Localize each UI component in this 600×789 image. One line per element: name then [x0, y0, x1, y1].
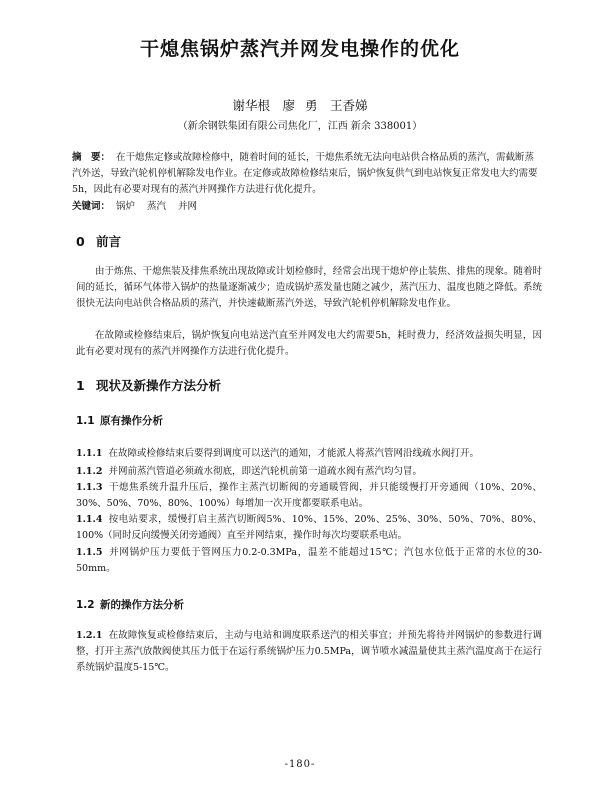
list-item	[76, 628, 542, 676]
subsection-number: 1.1	[76, 415, 95, 427]
item-number: 1.1.2	[76, 466, 103, 477]
item-text: 按电站要求，缓慢打启主蒸汽切断阀5%、10%、15%、20%、25%、30%、50%、70%、80%、100%（同时反向缓慢关闭旁通阀）直至并网结束，操作时每次均要联系电站。	[76, 514, 542, 541]
list-item	[76, 545, 542, 577]
item-text: 干熄焦系统升温升压后，操作主蒸汽切断阀的旁通暖管阀，并只能缓慢打开旁通阀（10%、20%、30%、50%、70%、80%、100%）每增加一次开度都要联系电站。	[76, 482, 542, 509]
paper-title: 干熄焦锅炉蒸汽并网发电操作的优化	[139, 38, 460, 60]
affiliation: （新余钢铁集团有限公司焦化厂，江西 新余 338001）	[177, 121, 423, 132]
paragraph: 由于炼焦、干熄焦装及排焦系统出现故障或计划检修时，经常会出现干熄炉停止装焦、排焦的现象。随着时间的延长，循环气体带入锅炉的热量逐渐减少；造成锅炉蒸发量也随之减少，蒸汽压力、温度也随之降低。系统很快无法向电站供合格品质的蒸汽，并快速截断蒸汽外送，导致汽轮机停机解除发电作业。	[76, 266, 542, 309]
item-text: 并网前蒸汽管道必须疏水彻底，即送汽轮机前第一道疏水阀有蒸汽均匀冒。	[108, 466, 422, 477]
list-item	[76, 464, 542, 480]
item-number: 1.1.1	[76, 448, 103, 459]
subsection-heading-1-1	[76, 413, 163, 428]
item-text: 在故障或检修结束后要得到调度可以送汽的通知，才能派人将蒸汽管网沿线疏水阀打开。	[108, 448, 479, 459]
keywords	[72, 198, 542, 212]
subsection-number: 1.2	[76, 599, 95, 611]
subsection-title: 新的操作方法分析	[100, 599, 184, 611]
keyword: 锅炉	[116, 201, 136, 212]
item-number: 1.2.1	[76, 630, 103, 641]
item-number: 1.1.4	[76, 514, 103, 525]
abstract-text: 在干熄焦定修或故障检修中，随着时间的延长，干熄焦系统无法向电站供合格品质的蒸汽，需截断蒸汽外送，导致汽轮机停机解除发电作业。在定修或故障检修结束后，锅炉恢复供气到电站恢复正常发电大约需要5h，因此有必要对现有的蒸汽并网操作方法进行优化提升。	[72, 152, 538, 195]
keyword: 蒸汽	[147, 201, 167, 212]
abstract	[72, 150, 542, 198]
abstract-label: 摘 要：	[72, 152, 111, 163]
subsection-title: 原有操作分析	[100, 415, 163, 427]
keyword: 并网	[178, 201, 198, 212]
section-number: 0	[76, 234, 85, 249]
item-text: 在故障恢复或检修结束后，主动与电站和调度联系送汽的相关事宜；并预先将待并网锅炉的参数进行调整，打开主蒸汽放散阀使其压力低于在运行系统锅炉压力0.5MPa，调节喷水减温量使其主蒸汽温度高于在运行系统锅炉温度5-15℃。	[76, 630, 542, 673]
section-number: 1	[76, 378, 85, 393]
page-number: -180-	[284, 759, 316, 770]
section-heading-0	[76, 232, 121, 250]
author-list: 谢华根 廖 勇 王香娣	[232, 98, 368, 113]
subsection-heading-1-2	[76, 597, 184, 612]
item-number: 1.1.3	[76, 482, 103, 493]
section-heading-1	[76, 376, 221, 394]
list-item	[76, 446, 542, 462]
item-number: 1.1.5	[76, 547, 103, 558]
list-item	[76, 480, 542, 512]
section-title: 前言	[96, 234, 122, 249]
section-title: 现状及新操作方法分析	[96, 378, 222, 393]
keywords-label: 关键词：	[72, 201, 111, 212]
item-text: 并网锅炉压力要低于管网压力0.2-0.3MPa，温差不能超过15℃；汽包水位低于正常的水位的30-50mm。	[76, 547, 542, 574]
paragraph: 在故障或检修结束后，锅炉恢复向电站送汽直至并网发电大约需要5h，耗时费力，经济效益损失明显，因此有必要对现有的蒸汽并网操作方法进行优化提升。	[76, 330, 542, 357]
list-item	[76, 512, 542, 544]
